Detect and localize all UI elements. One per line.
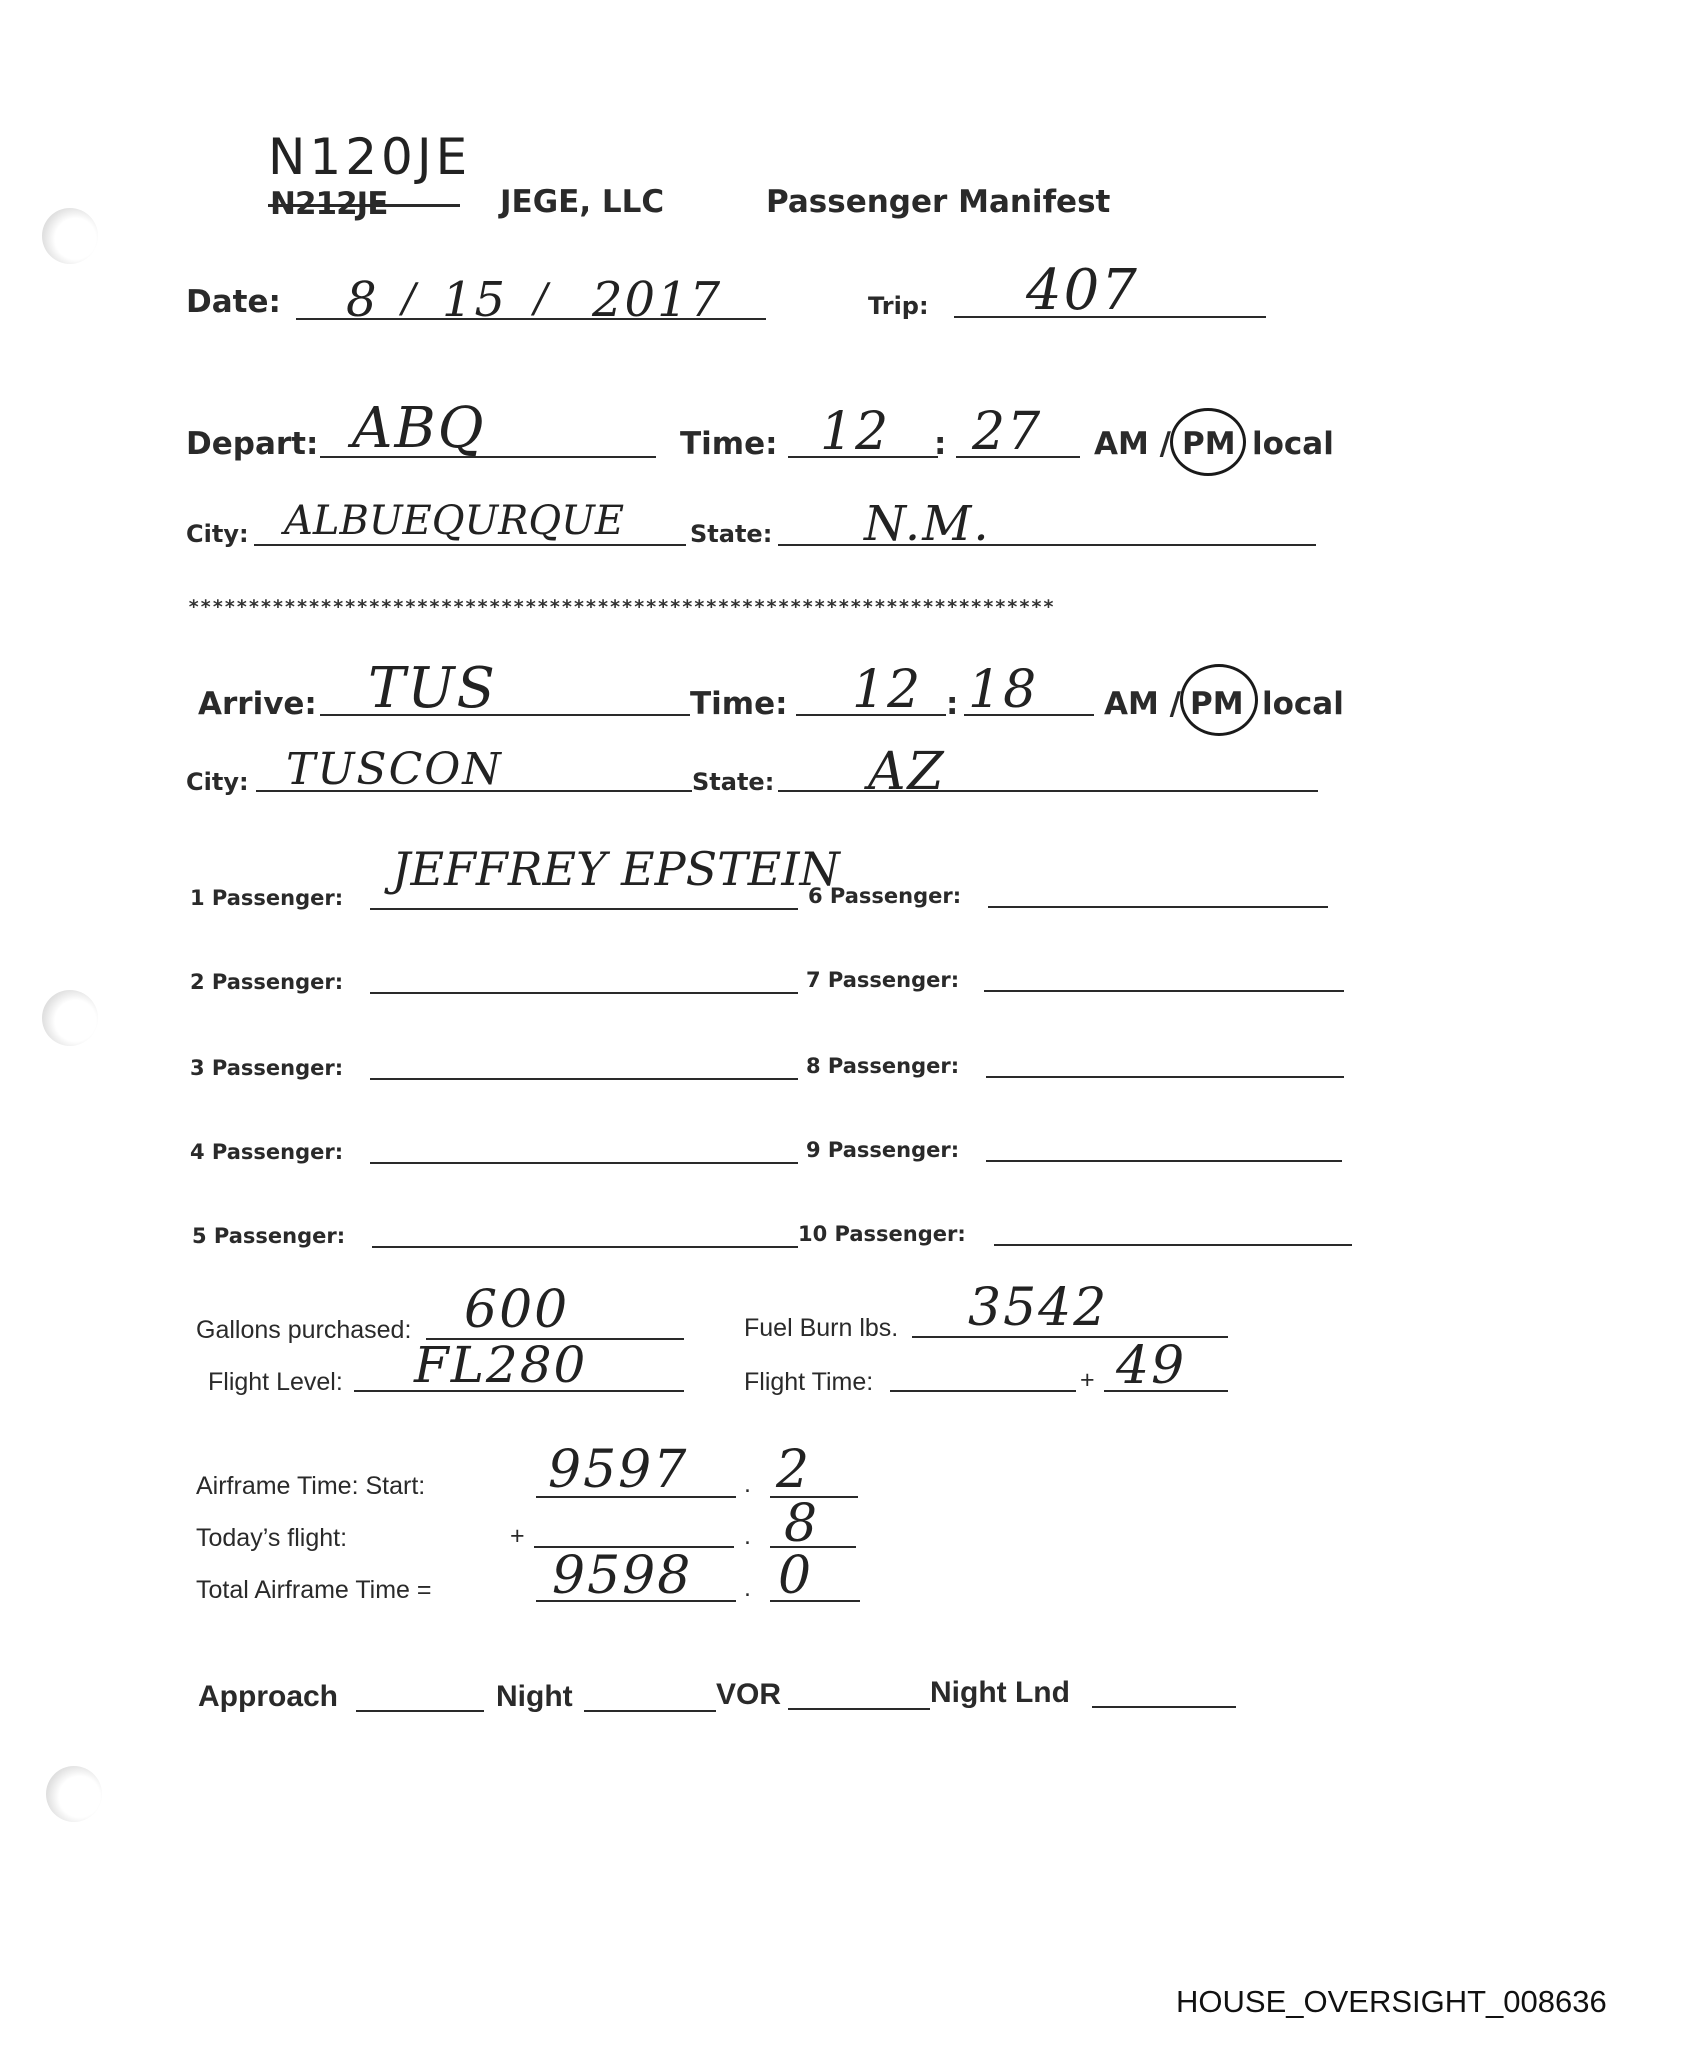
total-airframe-tenth: 0	[778, 1546, 814, 1606]
flight-time-plus: +	[1080, 1366, 1095, 1394]
todays-flight-tenth: 8	[784, 1494, 820, 1554]
trip-label: Trip:	[868, 292, 929, 320]
airframe-start-whole: 9597	[548, 1440, 689, 1500]
passenger-7-label: 7 Passenger:	[806, 968, 960, 992]
fuel-burn-label: Fuel Burn lbs.	[744, 1314, 899, 1342]
arrive-state: AZ	[868, 742, 946, 802]
gallons-label: Gallons purchased:	[196, 1316, 412, 1344]
todays-flight-dot: .	[744, 1522, 751, 1550]
flight-time-label: Flight Time:	[744, 1368, 874, 1396]
total-airframe-whole: 9598	[552, 1546, 693, 1606]
arrive-hour: 12	[852, 660, 923, 720]
passenger-1-name: JEFFREY EPSTEIN	[392, 842, 840, 896]
passenger-4-line	[370, 1162, 798, 1164]
total-airframe-dot: .	[744, 1574, 751, 1602]
flight-level-value: FL280	[414, 1336, 588, 1394]
passenger-8-line	[986, 1076, 1344, 1078]
depart-pm-label: PM	[1182, 426, 1236, 462]
depart-minute: 27	[972, 402, 1043, 462]
passenger-10-line	[994, 1244, 1352, 1246]
arrive-state-label: State:	[692, 768, 775, 796]
approach-label: Approach	[198, 1680, 339, 1713]
todays-flight-plus: +	[510, 1522, 525, 1550]
night-label: Night	[496, 1680, 573, 1713]
passenger-3-label: 3 Passenger:	[190, 1056, 344, 1080]
night-line	[584, 1710, 716, 1712]
arrive-time-label: Time:	[690, 686, 788, 722]
depart-state: N.M.	[864, 496, 991, 552]
depart-code: ABQ	[352, 396, 486, 461]
depart-local-label: local	[1252, 426, 1334, 462]
gallons-value: 600	[464, 1280, 570, 1340]
depart-am-label: AM /	[1094, 426, 1171, 462]
arrive-pm-label: PM	[1190, 686, 1244, 722]
total-airframe-label: Total Airframe Time =	[196, 1576, 432, 1604]
passenger-3-line	[370, 1078, 798, 1080]
depart-city-label: City:	[186, 520, 249, 548]
vor-line	[788, 1708, 930, 1710]
date-label: Date:	[186, 284, 281, 320]
bates-number: HOUSE_OVERSIGHT_008636	[1176, 1984, 1607, 2019]
depart-city: ALBUEQURQUE	[284, 498, 625, 544]
binder-hole-top	[42, 208, 98, 264]
form-title: Passenger Manifest	[766, 184, 1111, 220]
depart-state-line	[778, 544, 1316, 546]
section-separator: ************************************************************************	[188, 596, 1055, 618]
night-lnd-line	[1092, 1706, 1236, 1708]
strike-through-line	[268, 204, 460, 207]
arrive-city-label: City:	[186, 768, 249, 796]
depart-hour: 12	[820, 402, 891, 462]
flight-time-hours-line	[890, 1390, 1076, 1392]
vor-label: VOR	[716, 1678, 782, 1711]
trip-number: 407	[1026, 258, 1139, 323]
airframe-start-label: Airframe Time: Start:	[196, 1472, 426, 1500]
binder-hole-middle	[42, 990, 98, 1046]
arrive-time-colon: :	[946, 686, 959, 722]
todays-flight-label: Today’s flight:	[196, 1524, 348, 1552]
passenger-1-label: 1 Passenger:	[190, 886, 344, 910]
passenger-6-label: 6 Passenger:	[808, 884, 962, 908]
arrive-am-label: AM /	[1104, 686, 1181, 722]
passenger-8-label: 8 Passenger:	[806, 1054, 960, 1078]
fuel-burn-value: 3542	[968, 1278, 1109, 1338]
passenger-9-line	[986, 1160, 1342, 1162]
arrive-state-line	[778, 790, 1318, 792]
company-name: JEGE, LLC	[500, 184, 665, 220]
arrive-pm-circle	[1180, 664, 1258, 736]
passenger-9-label: 9 Passenger:	[806, 1138, 960, 1162]
depart-time-colon: :	[934, 426, 947, 462]
arrive-local-label: local	[1262, 686, 1344, 722]
date-sep-2: /	[534, 276, 550, 322]
depart-time-label: Time:	[680, 426, 778, 462]
depart-label: Depart:	[186, 426, 319, 462]
arrive-minute: 18	[968, 660, 1039, 720]
depart-pm-circle	[1170, 408, 1246, 476]
date-month: 8	[346, 272, 379, 328]
flight-level-label: Flight Level:	[208, 1368, 343, 1396]
passenger-7-line	[984, 990, 1344, 992]
passenger-4-label: 4 Passenger:	[190, 1140, 344, 1164]
passenger-1-line	[370, 908, 798, 910]
depart-city-line	[254, 544, 686, 546]
date-day: 15	[442, 272, 508, 328]
passenger-2-label: 2 Passenger:	[190, 970, 344, 994]
passenger-5-label: 5 Passenger:	[192, 1224, 346, 1248]
date-sep-1: /	[402, 276, 418, 322]
arrive-code: TUS	[368, 656, 497, 721]
passenger-2-line	[370, 992, 798, 994]
tail-number-handwritten: N120JE	[268, 128, 472, 186]
passenger-5-line	[372, 1246, 798, 1248]
airframe-start-dot: .	[744, 1470, 751, 1498]
night-lnd-label: Night Lnd	[930, 1676, 1070, 1709]
passenger-6-line	[988, 906, 1328, 908]
binder-hole-bottom	[46, 1766, 102, 1822]
arrive-label: Arrive:	[198, 686, 317, 722]
date-year: 2017	[592, 272, 723, 328]
airframe-start-tenth: 2	[776, 1440, 812, 1500]
depart-state-label: State:	[690, 520, 773, 548]
flight-time-value: 49	[1116, 1336, 1187, 1396]
tail-number-printed-struck: N212JE	[270, 186, 388, 222]
arrive-city: TUSCON	[286, 744, 503, 795]
passenger-10-label: 10 Passenger:	[798, 1222, 966, 1246]
approach-line	[356, 1710, 484, 1712]
